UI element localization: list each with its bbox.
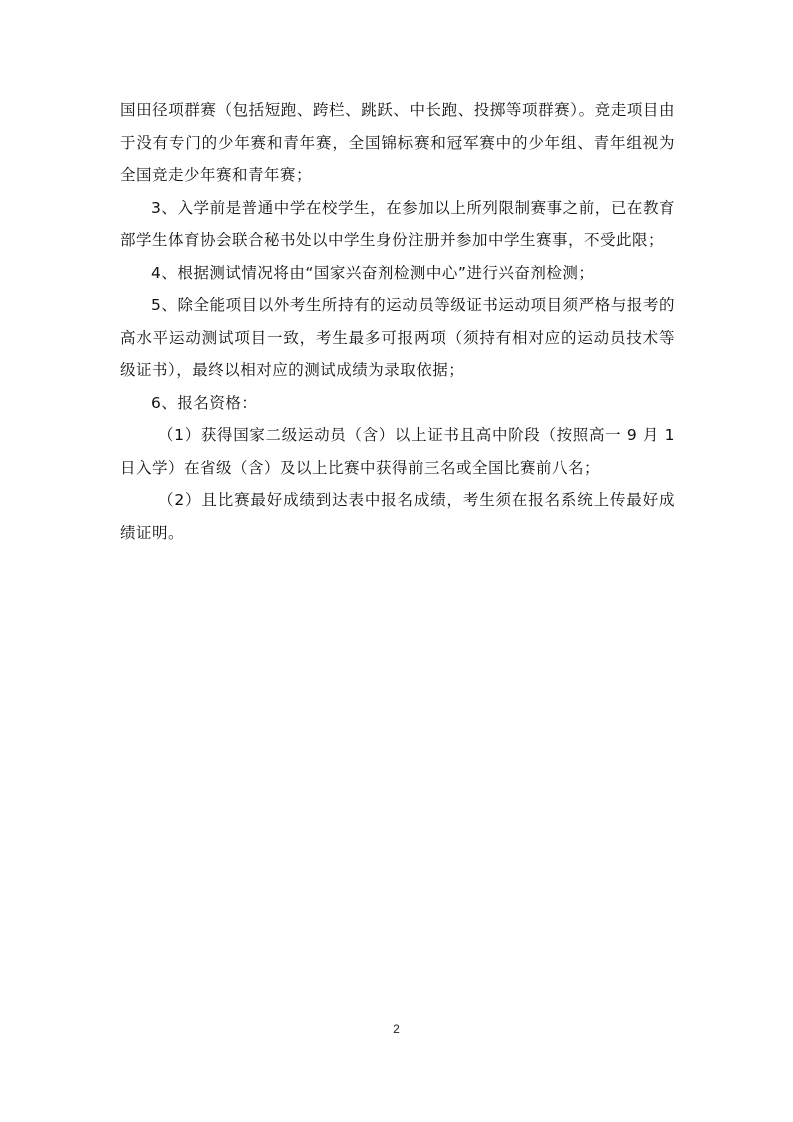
paragraph-subitem-1: （1）获得国家二级运动员（含）以上证书且高中阶段（按照高一 9 月 1 日入学）在省级（含）及以上比赛中获得前三名或全国比赛前八名； [120,426,675,477]
paragraph-continuation: 国田径项群赛（包括短跑、跨栏、跳跃、中长跑、投掷等项群赛）。竞走项目由于没有专门的少年赛和青年赛，全国锦标赛和冠军赛中的少年组、青年组视为全国竞走少年赛和青年赛； [120,101,675,184]
paragraph-item-5: 5、除全能项目以外考生所持有的运动员等级证书运动项目须严格与报考的高水平运动测试项目一致，考生最多可报两项（须持有相对应的运动员技术等级证书），最终以相对应的测试成绩为录取依据； [120,296,675,379]
page-number: 2 [393,1022,400,1036]
document-body [120,94,675,549]
paragraph-item-3: 3、入学前是普通中学在校学生，在参加以上所列限制赛事之前，已在教育部学生体育协会联合秘书处以中学生身份注册并参加中学生赛事，不受此限； [120,198,675,249]
paragraph-item-6: 6、报名资格： [151,393,258,412]
paragraph-item-4: 4、根据测试情况将由“国家兴奋剂检测中心”进行兴奋剂检测； [151,263,595,282]
paragraph-subitem-2: （2）且比赛最好成绩到达表中报名成绩，考生须在报名系统上传最好成绩证明。 [120,491,675,542]
